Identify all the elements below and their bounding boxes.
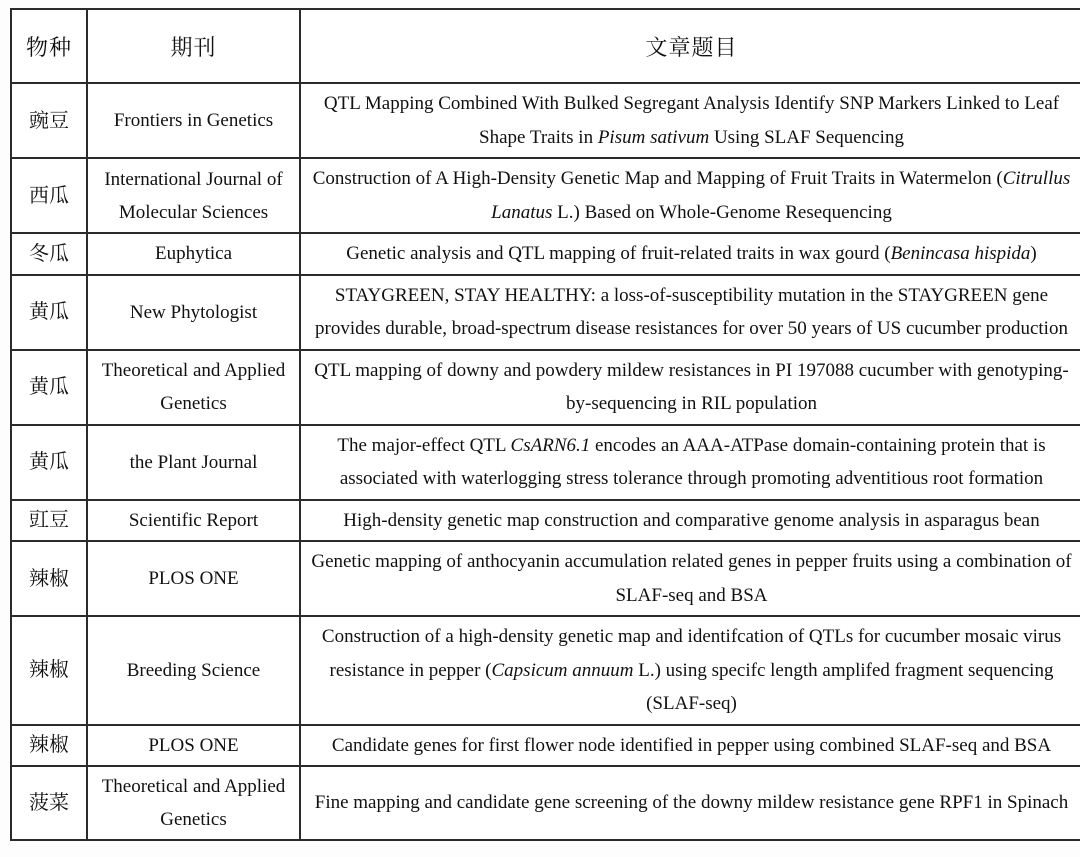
title-segment: The major-effect QTL xyxy=(337,434,511,456)
title-segment-italic: Pisum sativum xyxy=(597,126,710,148)
journal-cell: Scientific Report xyxy=(87,500,300,542)
table-row xyxy=(11,158,1080,233)
species-cell: 辣椒 xyxy=(11,541,87,616)
species-cell: 辣椒 xyxy=(11,725,87,767)
header-journal: 期刊 xyxy=(87,9,300,83)
title-segment: QTL mapping of downy and powdery mildew resistances in PI 197088 cucumber with genotyping-by-sequencing in RIL population xyxy=(314,359,1069,414)
title-segment: Genetic mapping of anthocyanin accumulation related genes in pepper fruits using a combination of SLAF-seq and BSA xyxy=(311,551,1072,606)
title-segment: High-density genetic map construction and comparative genome analysis in asparagus bean xyxy=(343,509,1040,531)
title-segment: QTL Mapping Combined With Bulked Segregant Analysis Identify SNP Markers Linked to Leaf Shape Traits in xyxy=(323,93,1060,148)
title-segment: L.) Based on Whole-Genome Resequencing xyxy=(552,201,892,223)
table-row xyxy=(11,766,1080,840)
species-cell: 豌豆 xyxy=(11,83,87,158)
table-row xyxy=(11,541,1080,616)
species-cell: 豇豆 xyxy=(11,500,87,542)
title-segment: Construction of a high-density genetic map and identifcation of QTLs for cucumber mosaic virus resistance in pepper ( xyxy=(321,626,1062,681)
table-row xyxy=(11,350,1080,425)
title-segment: Candidate genes for first flower node identified in pepper using combined SLAF-seq and BSA xyxy=(331,734,1052,756)
table-row xyxy=(11,425,1080,500)
journal-cell: PLOS ONE xyxy=(87,725,300,767)
table-row xyxy=(11,275,1080,350)
table-row xyxy=(11,616,1080,725)
species-cell: 菠菜 xyxy=(11,766,87,840)
article-title-cell xyxy=(300,350,1080,425)
title-segment: Using SLAF Sequencing xyxy=(709,126,904,148)
title-segment: Construction of A High-Density Genetic Map and Mapping of Fruit Traits in Watermelon ( xyxy=(312,168,1003,189)
article-title-cell xyxy=(300,158,1080,233)
species-cell: 黄瓜 xyxy=(11,275,87,350)
title-segment: Genetic analysis and QTL mapping of fruit-related traits in wax gourd ( xyxy=(346,243,891,264)
title-segment-italic: CsARN6.1 xyxy=(510,434,591,456)
species-cell: 冬瓜 xyxy=(11,233,87,275)
article-title-cell xyxy=(300,233,1080,275)
article-title-cell xyxy=(300,275,1080,350)
publications-table xyxy=(10,8,1080,841)
article-title-cell xyxy=(300,83,1080,158)
journal-cell: New Phytologist xyxy=(87,275,300,350)
title-segment: encodes an AAA-ATPase domain-containing protein that is associated with waterlogging stress tolerance through promoting adventitious root formation xyxy=(339,434,1046,489)
journal-cell: Euphytica xyxy=(87,233,300,275)
species-cell: 西瓜 xyxy=(11,158,87,233)
article-title-cell xyxy=(300,500,1080,542)
title-segment-italic: Benincasa hispida xyxy=(890,243,1031,264)
journal-cell: Theoretical and Applied Genetics xyxy=(87,766,300,840)
table-body xyxy=(11,83,1080,840)
table-row xyxy=(11,725,1080,767)
title-segment: ) xyxy=(1030,243,1037,264)
title-segment: STAYGREEN, STAY HEALTHY: a loss-of-susceptibility mutation in the STAYGREEN gene provides durable, broad-spectrum disease resistances for over 50 years of US cucumber production xyxy=(315,284,1068,339)
table-row xyxy=(11,233,1080,275)
journal-cell: PLOS ONE xyxy=(87,541,300,616)
species-cell: 辣椒 xyxy=(11,616,87,725)
journal-cell: Breeding Science xyxy=(87,616,300,725)
journal-cell: Theoretical and Applied Genetics xyxy=(87,350,300,425)
journal-cell: Frontiers in Genetics xyxy=(87,83,300,158)
header-title: 文章题目 xyxy=(300,9,1080,83)
title-segment-italic: Capsicum annuum xyxy=(491,659,634,681)
table-row xyxy=(11,500,1080,542)
species-cell: 黄瓜 xyxy=(11,350,87,425)
title-segment-italic: Citrullus Lanatus xyxy=(491,168,1071,223)
article-title-cell xyxy=(300,725,1080,767)
journal-cell: International Journal of Molecular Sciences xyxy=(87,158,300,233)
header-row xyxy=(11,9,1080,83)
species-cell: 黄瓜 xyxy=(11,425,87,500)
article-title-cell xyxy=(300,425,1080,500)
article-title-cell xyxy=(300,766,1080,840)
header-species: 物种 xyxy=(11,9,87,83)
table-row xyxy=(11,83,1080,158)
article-title-cell xyxy=(300,616,1080,725)
article-title-cell xyxy=(300,541,1080,616)
title-segment: Fine mapping and candidate gene screening of the downy mildew resistance gene RPF1 in Spinach xyxy=(314,792,1069,814)
journal-cell: the Plant Journal xyxy=(87,425,300,500)
title-segment: L.) using specifc length amplifed fragment sequencing (SLAF-seq) xyxy=(633,659,1054,714)
